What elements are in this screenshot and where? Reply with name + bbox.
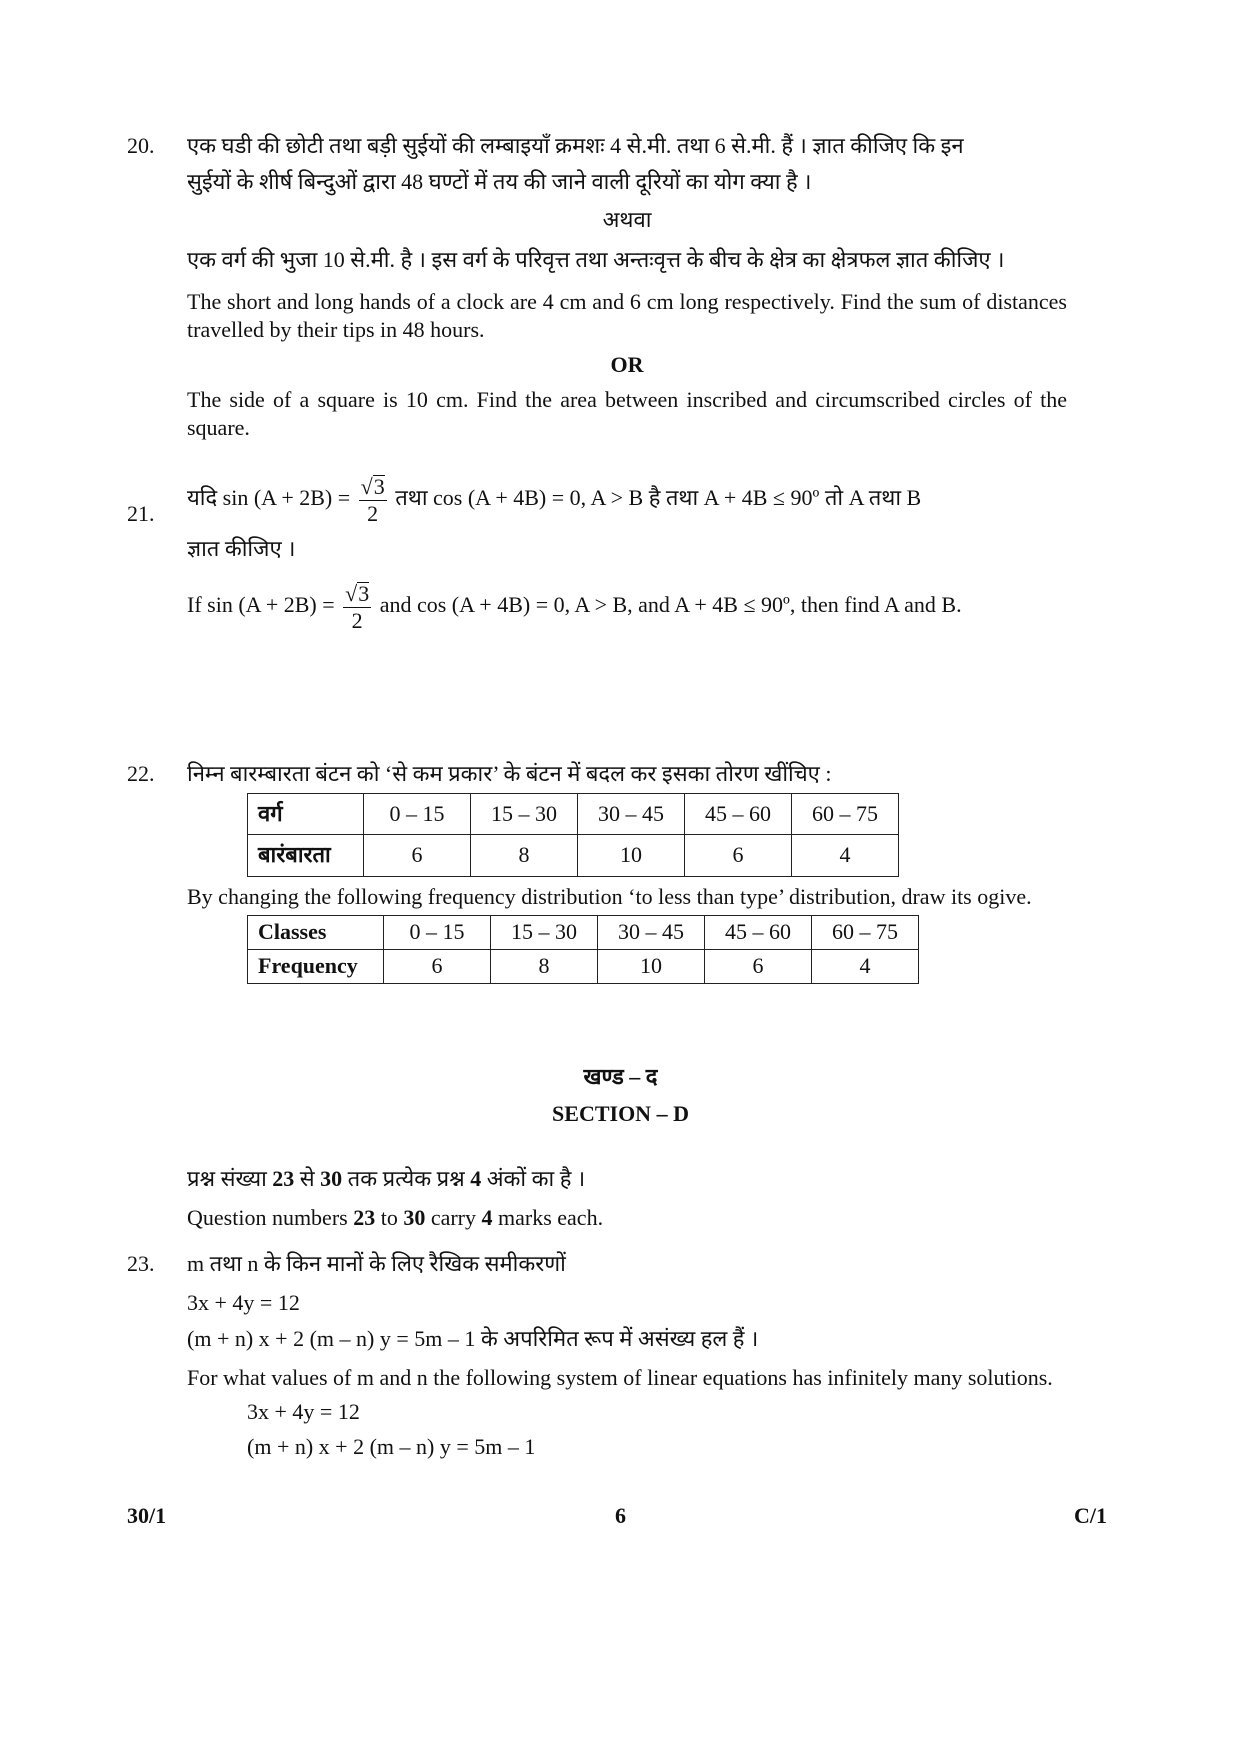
table-cell: 6 <box>685 835 792 877</box>
hindi-text: निम्न बारम्बारता बंटन को ‘से कम प्रकार’ के बंटन में बदल कर इसका तोरण खींचिए : <box>187 761 832 786</box>
equation: 3x + 4y = 12 <box>247 1399 360 1425</box>
table-cell: 0 – 15 <box>364 793 471 835</box>
table-cell: 4 <box>792 835 899 877</box>
table-cell: 4 <box>812 949 919 983</box>
table-cell: 0 – 15 <box>384 916 491 950</box>
table-row <box>248 835 899 877</box>
hindi-instruction: प्रश्न संख्या 23 से 30 तक प्रत्येक प्रश्न 4 अंकों का है । <box>187 1166 586 1191</box>
fraction <box>343 582 371 632</box>
hindi-pre: यदि sin (A + 2B) = <box>187 485 351 511</box>
table-cell: 15 – 30 <box>471 793 578 835</box>
table-row <box>248 793 899 835</box>
english-instruction: Question numbers 23 to 30 carry 4 marks each. <box>187 1204 604 1230</box>
table-cell: 10 <box>578 835 685 877</box>
question-number: 20. <box>127 133 155 158</box>
table-cell: 45 – 60 <box>685 793 792 835</box>
question-body <box>187 475 1067 632</box>
hindi-text: एक घडी की छोटी तथा बड़ी सुईयों की लम्बाइयाँ क्रमशः 4 से.मी. तथा 6 से.मी. हैं । ज्ञात कीजिए कि इन <box>187 133 964 158</box>
table-cell: 6 <box>384 949 491 983</box>
section-heading <box>127 1063 1114 1128</box>
english-text <box>187 582 1067 632</box>
table-cell: 15 – 30 <box>491 916 598 950</box>
hindi-post: तथा cos (A + 4B) = 0, A > B है तथा A + 4B ≤ 90º तो A तथा B <box>395 485 922 511</box>
table-row <box>248 949 919 983</box>
section-english-title: SECTION – D <box>552 1100 689 1126</box>
paper-code: 30/1 <box>127 1503 167 1528</box>
english-or: OR <box>610 351 644 377</box>
question-body <box>187 760 1067 984</box>
fraction <box>359 475 387 525</box>
table-row-label: बारंबारता <box>248 835 364 877</box>
english-alt-text: The side of a square is 10 cm. Find the area between inscribed and circumscribed circles of the square. <box>187 386 1067 441</box>
equation-hindi: (m + n) x + 2 (m – n) y = 5m – 1 के अपरिमित रूप में असंख्य हल हैं । <box>187 1326 759 1352</box>
hindi-or: अथवा <box>602 207 652 233</box>
english-post: and cos (A + 4B) = 0, A > B, and A + 4B ≤ 90º, then find A and B. <box>379 591 962 617</box>
hindi-text: सुईयों के शीर्ष बिन्दुओं द्वारा 48 घण्टों में तय की जाने वाली दूरियों का योग क्या है । <box>187 168 812 194</box>
fraction-denominator: 2 <box>351 607 363 633</box>
table-cell: 10 <box>598 949 705 983</box>
section-hindi-title: खण्ड – द <box>583 1064 658 1089</box>
table-cell: 60 – 75 <box>812 916 919 950</box>
table-cell: 6 <box>364 835 471 877</box>
english-text: For what values of m and n the following system of linear equations has infinitely many solutions. <box>187 1364 1053 1390</box>
hindi-text <box>187 475 1067 525</box>
table-row-label: Frequency <box>248 949 384 983</box>
hindi-frequency-table <box>247 793 899 877</box>
fraction-numerator: √3 <box>345 580 370 606</box>
equation: (m + n) x + 2 (m – n) y = 5m – 1 <box>247 1433 536 1459</box>
table-cell: 8 <box>471 835 578 877</box>
table-cell: 30 – 45 <box>598 916 705 950</box>
table-cell: 60 – 75 <box>792 793 899 835</box>
section-instructions <box>187 1165 1067 1232</box>
fraction-numerator: √3 <box>360 474 385 499</box>
english-text: The short and long hands of a clock are 4 cm and 6 cm long respectively. Find the sum of distances travelled by their tips in 48 hours. <box>187 288 1067 343</box>
question-number: 22. <box>127 761 155 786</box>
question-number: 23. <box>127 1251 155 1276</box>
table-cell: 45 – 60 <box>705 916 812 950</box>
fraction-denominator: 2 <box>367 501 379 526</box>
question-body <box>187 132 1067 443</box>
page-number: 6 <box>615 1503 626 1528</box>
table-cell: 8 <box>491 949 598 983</box>
table-row <box>248 916 919 950</box>
english-frequency-table <box>247 915 919 983</box>
table-row-label: Classes <box>248 916 384 950</box>
equation: 3x + 4y = 12 <box>187 1289 300 1315</box>
table-cell: 6 <box>705 949 812 983</box>
hindi-text: ज्ञात कीजिए । <box>187 536 296 561</box>
set-code: C/1 <box>1074 1503 1107 1528</box>
question-body <box>187 1250 1067 1462</box>
english-text: By changing the following frequency distribution ‘to less than type’ distribution, draw its ogive. <box>187 883 1032 909</box>
english-pre: If sin (A + 2B) = <box>187 591 335 617</box>
question-number: 21. <box>127 501 155 526</box>
hindi-alt-text: एक वर्ग की भुजा 10 से.मी. है । इस वर्ग के परिवृत्त तथा अन्तःवृत्त के बीच के क्षेत्र का क्षेत्रफल ज्ञात कीजिए । <box>187 246 1005 272</box>
hindi-text: m तथा n के किन मानों के लिए रैखिक समीकरणों <box>187 1251 566 1276</box>
table-row-label: वर्ग <box>248 793 364 835</box>
table-cell: 30 – 45 <box>578 793 685 835</box>
